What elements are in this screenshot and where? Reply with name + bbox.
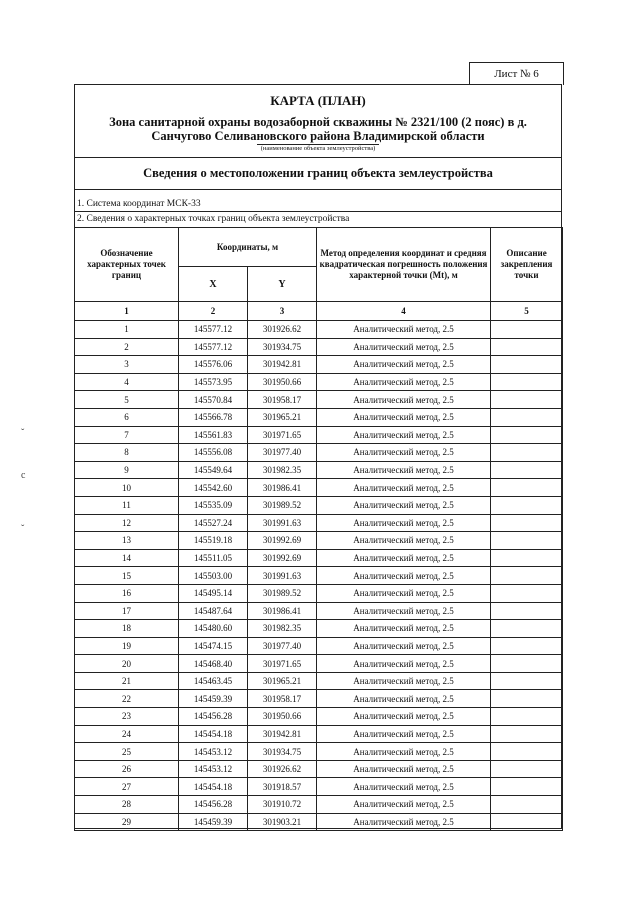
table-row (75, 373, 563, 391)
method-cell: Аналитический метод, 2.5 (317, 496, 491, 514)
description-cell (491, 602, 563, 620)
column-number: 5 (491, 302, 563, 321)
document-frame (74, 84, 562, 829)
x-coordinate-cell: 145468.40 (179, 655, 248, 673)
x-coordinate-cell: 145463.45 (179, 672, 248, 690)
table-row (75, 426, 563, 444)
y-coordinate-cell: 301942.81 (248, 725, 317, 743)
table-row (75, 338, 563, 356)
method-cell: Аналитический метод, 2.5 (317, 479, 491, 497)
description-cell (491, 373, 563, 391)
x-coordinate-cell: 145566.78 (179, 408, 248, 426)
method-cell: Аналитический метод, 2.5 (317, 567, 491, 585)
x-coordinate-cell: 145549.64 (179, 461, 248, 479)
x-coordinate-cell: 145542.60 (179, 479, 248, 497)
column-number: 4 (317, 302, 491, 321)
description-cell (491, 391, 563, 409)
x-coordinate-cell: 145519.18 (179, 532, 248, 550)
x-coordinate-cell: 145577.12 (179, 338, 248, 356)
description-cell (491, 444, 563, 462)
x-coordinate-cell: 145511.05 (179, 549, 248, 567)
y-coordinate-cell: 301958.17 (248, 690, 317, 708)
table-row (75, 690, 563, 708)
point-number-cell: 6 (75, 408, 179, 426)
x-coordinate-cell: 145535.09 (179, 496, 248, 514)
point-number-cell: 11 (75, 496, 179, 514)
coordinate-system-line: 1. Система координат МСК-33 (75, 199, 561, 212)
table-row (75, 532, 563, 550)
x-coordinate-cell: 145453.12 (179, 743, 248, 761)
x-coordinate-cell: 145459.39 (179, 813, 248, 831)
x-coordinate-cell: 145480.60 (179, 620, 248, 638)
method-cell: Аналитический метод, 2.5 (317, 743, 491, 761)
x-coordinate-cell: 145573.95 (179, 373, 248, 391)
point-number-cell: 1 (75, 321, 179, 339)
description-cell (491, 655, 563, 673)
point-number-cell: 12 (75, 514, 179, 532)
point-number-cell: 3 (75, 356, 179, 374)
point-number-cell: 23 (75, 708, 179, 726)
x-coordinate-cell: 145556.08 (179, 444, 248, 462)
description-cell (491, 426, 563, 444)
description-cell (491, 708, 563, 726)
point-number-cell: 16 (75, 584, 179, 602)
points-table-body (75, 321, 563, 831)
points-info-line: 2. Сведения о характерных точках границ объекта землеустройства (77, 214, 350, 224)
table-row (75, 461, 563, 479)
y-coordinate-cell: 301971.65 (248, 655, 317, 673)
description-cell (491, 796, 563, 814)
sheet-number: Лист № 6 (469, 62, 564, 85)
table-row (75, 549, 563, 567)
table-row (75, 514, 563, 532)
header-coordinates: Координаты, м (179, 228, 317, 267)
table-row (75, 725, 563, 743)
y-coordinate-cell: 301965.21 (248, 672, 317, 690)
description-cell (491, 567, 563, 585)
method-cell: Аналитический метод, 2.5 (317, 708, 491, 726)
x-coordinate-cell: 145577.12 (179, 321, 248, 339)
title-block (75, 85, 561, 158)
binding-hole-mark: c (21, 470, 26, 481)
caption-text: (наименование объекта землеустройства) (257, 144, 380, 152)
method-cell: Аналитический метод, 2.5 (317, 373, 491, 391)
point-number-cell: 17 (75, 602, 179, 620)
point-number-cell: 21 (75, 672, 179, 690)
description-cell (491, 690, 563, 708)
table-row (75, 620, 563, 638)
table-row (75, 321, 563, 339)
x-coordinate-cell: 145456.28 (179, 708, 248, 726)
table-row (75, 602, 563, 620)
point-number-cell: 18 (75, 620, 179, 638)
description-cell (491, 479, 563, 497)
x-coordinate-cell: 145454.18 (179, 778, 248, 796)
y-coordinate-cell: 301903.21 (248, 813, 317, 831)
y-coordinate-cell: 301934.75 (248, 338, 317, 356)
point-number-cell: 27 (75, 778, 179, 796)
method-cell: Аналитический метод, 2.5 (317, 637, 491, 655)
method-cell: Аналитический метод, 2.5 (317, 444, 491, 462)
y-coordinate-cell: 301977.40 (248, 637, 317, 655)
table-row (75, 778, 563, 796)
description-cell (491, 637, 563, 655)
points-table (74, 227, 563, 831)
description-cell (491, 620, 563, 638)
point-number-cell: 5 (75, 391, 179, 409)
table-row (75, 743, 563, 761)
x-coordinate-cell: 145495.14 (179, 584, 248, 602)
x-coordinate-cell: 145570.84 (179, 391, 248, 409)
description-cell (491, 760, 563, 778)
y-coordinate-cell: 301991.63 (248, 514, 317, 532)
table-row (75, 479, 563, 497)
description-cell (491, 356, 563, 374)
header-description: Описание закрепления точки (491, 228, 563, 302)
method-cell: Аналитический метод, 2.5 (317, 620, 491, 638)
header-y: Y (248, 267, 317, 302)
table-row (75, 760, 563, 778)
point-number-cell: 20 (75, 655, 179, 673)
page-title: КАРТА (ПЛАН) (270, 93, 366, 108)
y-coordinate-cell: 301926.62 (248, 760, 317, 778)
method-cell: Аналитический метод, 2.5 (317, 391, 491, 409)
description-cell (491, 496, 563, 514)
point-number-cell: 8 (75, 444, 179, 462)
point-number-cell: 28 (75, 796, 179, 814)
method-cell: Аналитический метод, 2.5 (317, 514, 491, 532)
description-cell (491, 514, 563, 532)
column-number: 2 (179, 302, 248, 321)
y-coordinate-cell: 301992.69 (248, 532, 317, 550)
table-row (75, 567, 563, 585)
method-cell: Аналитический метод, 2.5 (317, 813, 491, 831)
y-coordinate-cell: 301950.66 (248, 373, 317, 391)
y-coordinate-cell: 301926.62 (248, 321, 317, 339)
x-coordinate-cell: 145456.28 (179, 796, 248, 814)
table-row (75, 796, 563, 814)
y-coordinate-cell: 301986.41 (248, 479, 317, 497)
method-cell: Аналитический метод, 2.5 (317, 725, 491, 743)
method-cell: Аналитический метод, 2.5 (317, 408, 491, 426)
table-row (75, 408, 563, 426)
y-coordinate-cell: 301910.72 (248, 796, 317, 814)
y-coordinate-cell: 301942.81 (248, 356, 317, 374)
point-number-cell: 13 (75, 532, 179, 550)
method-cell: Аналитический метод, 2.5 (317, 602, 491, 620)
method-cell: Аналитический метод, 2.5 (317, 549, 491, 567)
x-coordinate-cell: 145487.64 (179, 602, 248, 620)
y-coordinate-cell: 301986.41 (248, 602, 317, 620)
method-cell: Аналитический метод, 2.5 (317, 584, 491, 602)
point-number-cell: 22 (75, 690, 179, 708)
table-row (75, 356, 563, 374)
point-number-cell: 14 (75, 549, 179, 567)
y-coordinate-cell: 301958.17 (248, 391, 317, 409)
header-x: X (179, 267, 248, 302)
description-cell (491, 549, 563, 567)
point-number-cell: 25 (75, 743, 179, 761)
column-number: 1 (75, 302, 179, 321)
point-number-cell: 7 (75, 426, 179, 444)
description-cell (491, 338, 563, 356)
table-row (75, 444, 563, 462)
y-coordinate-cell: 301965.21 (248, 408, 317, 426)
description-cell (491, 584, 563, 602)
description-cell (491, 725, 563, 743)
description-cell (491, 532, 563, 550)
y-coordinate-cell: 301982.35 (248, 620, 317, 638)
table-row (75, 813, 563, 831)
table-row (75, 708, 563, 726)
x-coordinate-cell: 145459.39 (179, 690, 248, 708)
point-number-cell: 4 (75, 373, 179, 391)
table-row (75, 391, 563, 409)
description-cell (491, 321, 563, 339)
method-cell: Аналитический метод, 2.5 (317, 690, 491, 708)
header-method: Метод определения координат и средняя квадратическая погрешность положения характерной точки (Mt), м (317, 228, 491, 302)
method-cell: Аналитический метод, 2.5 (317, 760, 491, 778)
method-cell: Аналитический метод, 2.5 (317, 532, 491, 550)
column-number: 3 (248, 302, 317, 321)
description-cell (491, 672, 563, 690)
table-row (75, 496, 563, 514)
table-row (75, 655, 563, 673)
method-cell: Аналитический метод, 2.5 (317, 778, 491, 796)
section-title: Сведения о местоположении границ объекта землеустройства (75, 157, 561, 190)
description-cell (491, 408, 563, 426)
method-cell: Аналитический метод, 2.5 (317, 461, 491, 479)
y-coordinate-cell: 301934.75 (248, 743, 317, 761)
x-coordinate-cell: 145474.15 (179, 637, 248, 655)
point-number-cell: 29 (75, 813, 179, 831)
table-row (75, 637, 563, 655)
x-coordinate-cell: 145561.83 (179, 426, 248, 444)
method-cell: Аналитический метод, 2.5 (317, 655, 491, 673)
description-cell (491, 743, 563, 761)
point-number-cell: 10 (75, 479, 179, 497)
point-number-cell: 24 (75, 725, 179, 743)
table-row (75, 672, 563, 690)
object-name-caption (75, 145, 561, 153)
method-cell: Аналитический метод, 2.5 (317, 796, 491, 814)
y-coordinate-cell: 301992.69 (248, 549, 317, 567)
y-coordinate-cell: 301982.35 (248, 461, 317, 479)
x-coordinate-cell: 145453.12 (179, 760, 248, 778)
y-coordinate-cell: 301989.52 (248, 584, 317, 602)
point-number-cell: 19 (75, 637, 179, 655)
method-cell: Аналитический метод, 2.5 (317, 321, 491, 339)
object-name: Зона санитарной охраны водозаборной скважины № 2321/100 (2 пояс) в д. Санчугово Селивановского района Владимирской области (109, 115, 527, 143)
method-cell: Аналитический метод, 2.5 (317, 356, 491, 374)
method-cell: Аналитический метод, 2.5 (317, 338, 491, 356)
x-coordinate-cell: 145576.06 (179, 356, 248, 374)
method-cell: Аналитический метод, 2.5 (317, 672, 491, 690)
binding-hole-mark: ˇ (21, 524, 25, 535)
y-coordinate-cell: 301977.40 (248, 444, 317, 462)
header-designation: Обозначение характерных точек границ (75, 228, 179, 302)
description-cell (491, 778, 563, 796)
y-coordinate-cell: 301918.57 (248, 778, 317, 796)
x-coordinate-cell: 145503.00 (179, 567, 248, 585)
method-cell: Аналитический метод, 2.5 (317, 426, 491, 444)
binding-hole-mark: ˇ (21, 428, 25, 439)
y-coordinate-cell: 301950.66 (248, 708, 317, 726)
y-coordinate-cell: 301989.52 (248, 496, 317, 514)
table-row (75, 584, 563, 602)
y-coordinate-cell: 301971.65 (248, 426, 317, 444)
point-number-cell: 9 (75, 461, 179, 479)
point-number-cell: 2 (75, 338, 179, 356)
point-number-cell: 26 (75, 760, 179, 778)
y-coordinate-cell: 301991.63 (248, 567, 317, 585)
description-cell (491, 813, 563, 831)
description-cell (491, 461, 563, 479)
point-number-cell: 15 (75, 567, 179, 585)
x-coordinate-cell: 145454.18 (179, 725, 248, 743)
x-coordinate-cell: 145527.24 (179, 514, 248, 532)
